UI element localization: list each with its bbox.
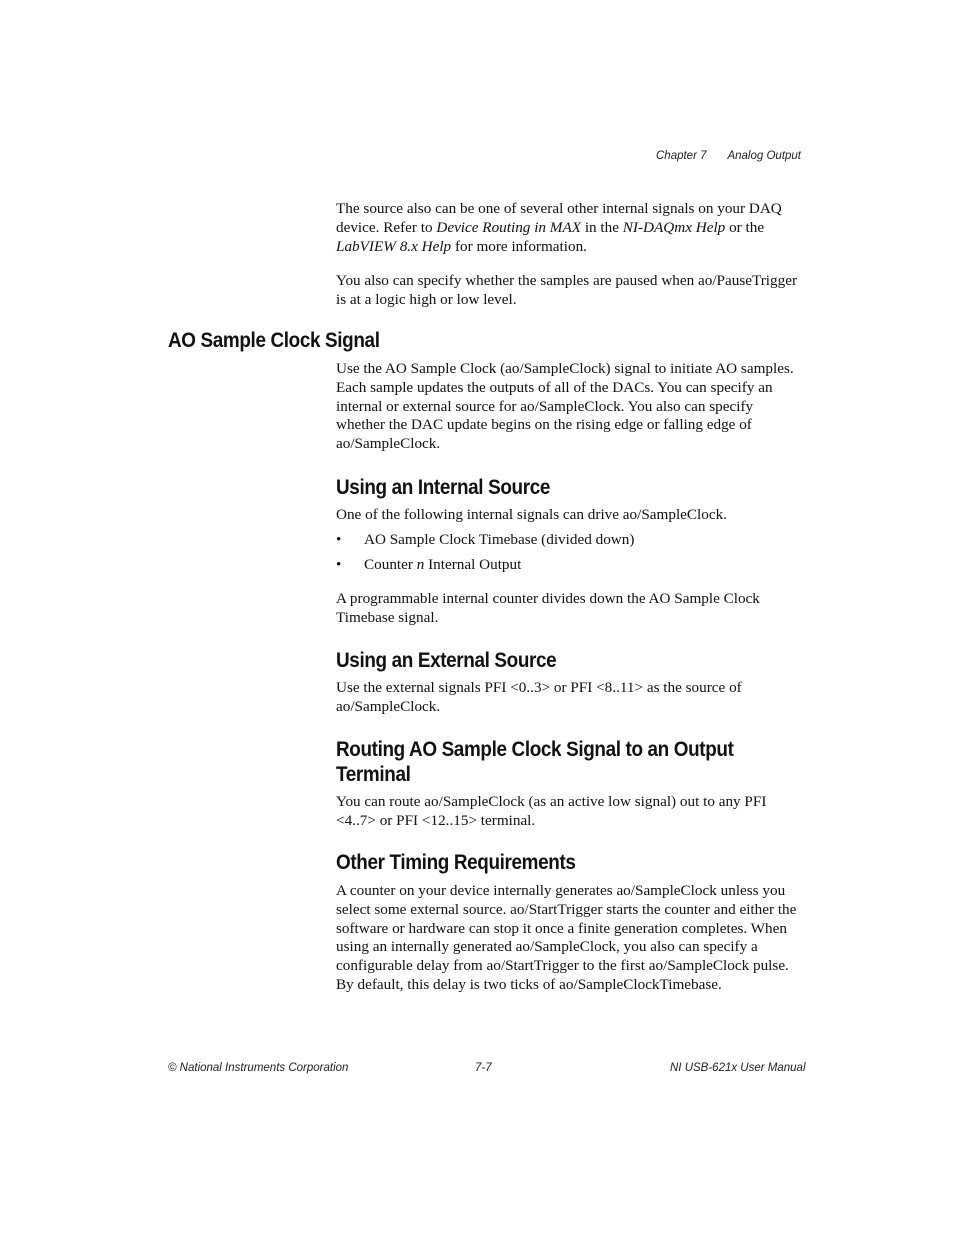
external-source-body: Use the external signals PFI <0..3> or PFI <8..11> as the source of ao/SampleClock. [336,679,742,715]
footer-manual-title: NI USB-621x User Manual [670,1062,806,1074]
subsection-title-internal-source: Using an Internal Source [336,476,551,499]
subsection-title-external-source: Using an External Source [336,649,557,672]
internal-source-intro: One of the following internal signals can drive ao/SampleClock. [336,506,727,523]
footer-copyright: © National Instruments Corporation [168,1062,349,1074]
subsection-title-other-timing: Other Timing Requirements [336,851,576,874]
running-header [656,150,801,162]
bullet-icon: • [336,531,342,548]
subsection-title-routing: Routing AO Sample Clock Signal to an Output Terminal [336,738,734,786]
ref-labview-help: LabVIEW 8.x Help [336,237,452,255]
footer-page-number: 7-7 [475,1062,492,1074]
section-label: Analog Output [727,150,801,162]
ao-sample-clock-body: Use the AO Sample Clock (ao/SampleClock) signal to initiate AO samples. Each sample updates the outputs of all of the DACs. You can specify an internal or external source for ao/SampleClock. You also can specify whether the DAC update begins on the rising edge or falling edge of ao/SampleClock. [336,360,794,453]
intro-paragraph-2: You also can specify whether the samples are paused when ao/PauseTrigger is at a logic high or low level. [336,272,797,308]
section-title-ao-sample-clock: AO Sample Clock Signal [168,329,380,352]
intro-paragraph-1: The source also can be one of several other internal signals on your DAQ device. Refer to Device Routing in MAX in the NI-DAQmx Help or the LabVIEW 8.x Help for more information. [336,200,782,255]
other-timing-body: A counter on your device internally generates ao/SampleClock unless you select some external source. ao/StartTrigger starts the counter and either the software or hardware can stop it once a finite generation completes. When using an internally generated ao/SampleClock, you also can specify a configurable delay from ao/StartTrigger to the first ao/SampleClock pulse. By default, this delay is two ticks of ao/SampleClockTimebase. [336,882,797,993]
routing-body: You can route ao/SampleClock (as an active low signal) out to any PFI <4..7> or PFI <12..15> terminal. [336,793,767,829]
internal-source-outro: A programmable internal counter divides down the AO Sample Clock Timebase signal. [336,590,760,626]
chapter-label: Chapter 7 [656,150,707,162]
list-item: • AO Sample Clock Timebase (divided down) [336,531,635,548]
ref-daqmx-help: NI-DAQmx Help [622,218,726,236]
bullet-list [336,531,802,575]
bullet-icon: • [336,555,342,573]
ref-device-routing: Device Routing in MAX [436,218,582,236]
list-item: • Counter n Internal Output [336,555,522,573]
